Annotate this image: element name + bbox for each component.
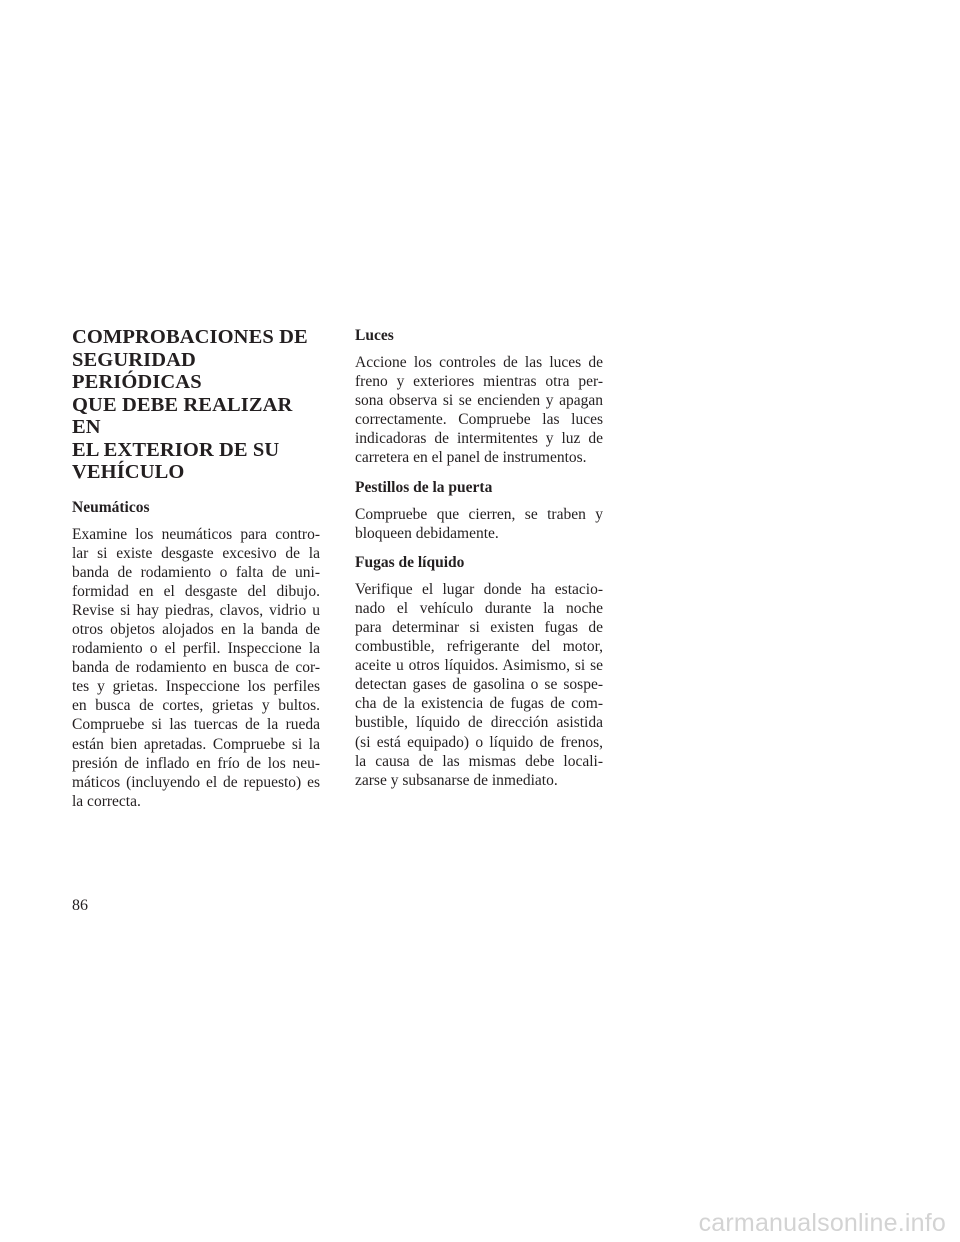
paragraph-line: la causa de las mismas debe locali-: [355, 752, 603, 770]
paragraph-line: Revise si hay piedras, clavos, vidrio u: [72, 601, 320, 619]
paragraph-line: rodamiento o el perfil. Inspeccione la: [72, 640, 320, 658]
paragraph-line: detectan gases de gasolina o se sospe-: [355, 676, 603, 694]
fluid-leaks-heading: Fugas de líquido: [355, 553, 465, 571]
paragraph-line: combustible, refrigerante del motor,: [355, 638, 603, 656]
page-number: 86: [72, 897, 88, 914]
paragraph-line: otros objetos alojados en la banda de: [72, 620, 320, 638]
tires-heading: Neumáticos: [72, 498, 150, 516]
paragraph-line: bloqueen debidamente.: [355, 524, 499, 542]
paragraph-line: Examine los neumáticos para contro-: [72, 525, 320, 543]
fluid-leaks-paragraph: [355, 580, 603, 790]
watermark: carmanualsonline.info: [698, 1209, 946, 1237]
paragraph-line: indicadoras de intermitentes y luz de: [355, 430, 603, 448]
paragraph-line: lar si existe desgaste excesivo de la: [72, 544, 320, 562]
section-title-line: COMPROBACIONES DE: [72, 326, 308, 348]
paragraph-line: aceite u otros líquidos. Asimismo, si se: [355, 657, 603, 675]
section-title-line: SEGURIDAD PERIÓDICAS: [72, 348, 202, 393]
paragraph-line: carretera en el panel de instrumentos.: [355, 449, 587, 467]
paragraph-line: en busca de cortes, grietas y bultos.: [72, 697, 320, 715]
paragraph-line: banda de rodamiento en busca de cor-: [72, 659, 320, 677]
left-column: [72, 326, 320, 821]
tires-paragraph: [72, 525, 320, 811]
paragraph-line: presión de inflado en frío de los neu-: [72, 754, 320, 772]
lights-paragraph: [355, 353, 603, 468]
door-latches-heading: Pestillos de la puerta: [355, 478, 493, 496]
section-title-line: EL EXTERIOR DE SU: [72, 438, 280, 461]
paragraph-line: máticos (incluyendo el de repuesto) es: [72, 773, 320, 791]
paragraph-line: nado el vehículo durante la noche: [355, 599, 603, 617]
right-column: [355, 326, 603, 800]
paragraph-line: correctamente. Compruebe las luces: [355, 411, 603, 429]
paragraph-line: Verifique el lugar donde ha estacio-: [355, 580, 603, 598]
paragraph-line: bustible, líquido de dirección asistida: [355, 714, 603, 732]
paragraph-line: Compruebe que cierren, se traben y: [355, 505, 603, 523]
lights-heading: Luces: [355, 327, 394, 344]
paragraph-line: para determinar si existen fugas de: [355, 618, 603, 636]
paragraph-line: la correcta.: [72, 792, 141, 810]
door-latches-paragraph: [355, 505, 603, 543]
section-title-line: QUE DEBE REALIZAR EN: [72, 393, 293, 438]
paragraph-line: zarse y subsanarse de inmediato.: [355, 771, 558, 789]
paragraph-line: cha de la existencia de fugas de com-: [355, 695, 603, 713]
paragraph-line: (si está equipado) o líquido de frenos,: [355, 733, 603, 751]
paragraph-line: banda de rodamiento o falta de uni-: [72, 563, 320, 581]
paragraph-line: freno y exteriores mientras otra per-: [355, 373, 603, 391]
paragraph-line: están bien apretadas. Compruebe si la: [72, 735, 320, 753]
paragraph-line: sona observa si se encienden y apagan: [355, 392, 603, 410]
paragraph-line: Accione los controles de las luces de: [355, 354, 603, 371]
paragraph-line: Compruebe si las tuercas de la rueda: [72, 716, 320, 734]
paragraph-line: formidad en el desgaste del dibujo.: [72, 582, 320, 600]
section-title: [72, 326, 320, 484]
section-title-line: VEHÍCULO: [72, 461, 185, 483]
paragraph-line: tes y grietas. Inspeccione los perfiles: [72, 678, 320, 696]
